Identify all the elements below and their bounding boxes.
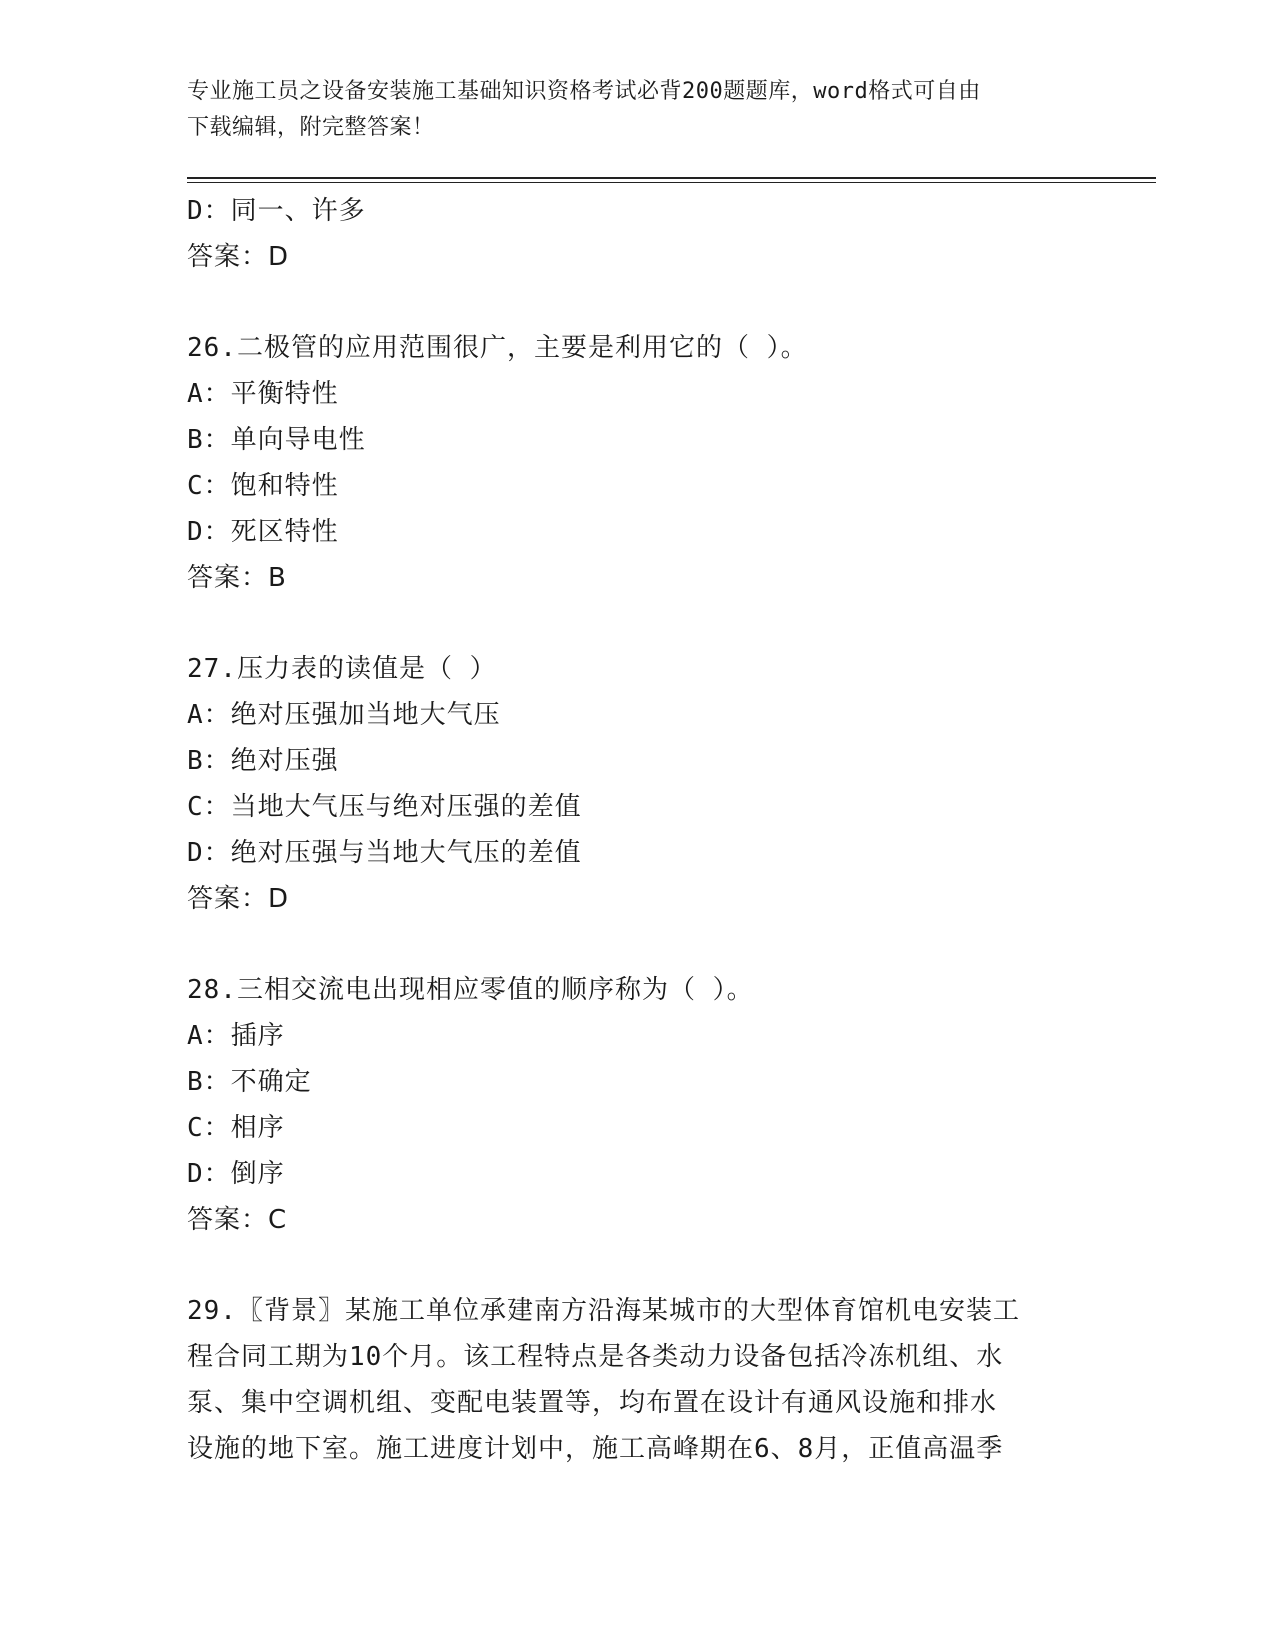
spacer — [187, 280, 1087, 325]
question-27 — [187, 646, 1087, 922]
option-b: B：单向导电性 — [187, 425, 366, 455]
question-25-tail — [187, 188, 1087, 280]
option-d: D：死区特性 — [187, 517, 339, 547]
option-a: A：插序 — [187, 1021, 285, 1051]
spacer — [187, 601, 1087, 646]
question-stem: 26.二极管的应用范围很广，主要是利用它的（ ）。 — [187, 333, 808, 363]
option-d: D：同一、许多 — [187, 196, 366, 226]
option-b: B：不确定 — [187, 1067, 312, 1097]
header-rule-thin — [187, 182, 1156, 183]
option-c: C：当地大气压与绝对压强的差值 — [187, 792, 582, 822]
header-rule-thick — [187, 177, 1156, 179]
option-b: B：绝对压强 — [187, 746, 339, 776]
question-28 — [187, 967, 1087, 1243]
question-text-line: 29.〖背景〗某施工单位承建南方沿海某城市的大型体育馆机电安装工 — [187, 1296, 1020, 1326]
answer: 答案：D — [187, 884, 290, 914]
option-a: A：绝对压强加当地大气压 — [187, 700, 501, 730]
question-26 — [187, 325, 1087, 601]
header-line-1: 专业施工员之设备安装施工基础知识资格考试必背200题题库，word格式可自由 — [187, 79, 981, 104]
answer: 答案：B — [187, 563, 287, 593]
question-text-line: 设施的地下室。施工进度计划中，施工高峰期在6、8月，正值高温季 — [187, 1434, 1004, 1464]
spacer — [187, 922, 1087, 967]
option-c: C：相序 — [187, 1113, 285, 1143]
question-stem: 28.三相交流电出现相应零值的顺序称为（ ）。 — [187, 975, 754, 1005]
header-line-2: 下载编辑，附完整答案！ — [187, 115, 435, 140]
question-stem: 27.压力表的读值是（ ） — [187, 654, 497, 684]
option-d: D：倒序 — [187, 1159, 285, 1189]
answer: 答案：C — [187, 1205, 288, 1235]
option-c: C：饱和特性 — [187, 471, 339, 501]
option-a: A：平衡特性 — [187, 379, 339, 409]
question-text-line: 程合同工期为10个月。该工程特点是各类动力设备包括冷冻机组、水 — [187, 1342, 1004, 1372]
document-header — [187, 74, 1087, 146]
question-29 — [187, 1288, 1087, 1472]
spacer — [187, 1243, 1087, 1288]
question-text-line: 泵、集中空调机组、变配电装置等，均布置在设计有通风设施和排水 — [187, 1388, 998, 1418]
option-d: D：绝对压强与当地大气压的差值 — [187, 838, 582, 868]
answer: 答案：D — [187, 242, 290, 272]
document-body — [187, 188, 1087, 1472]
